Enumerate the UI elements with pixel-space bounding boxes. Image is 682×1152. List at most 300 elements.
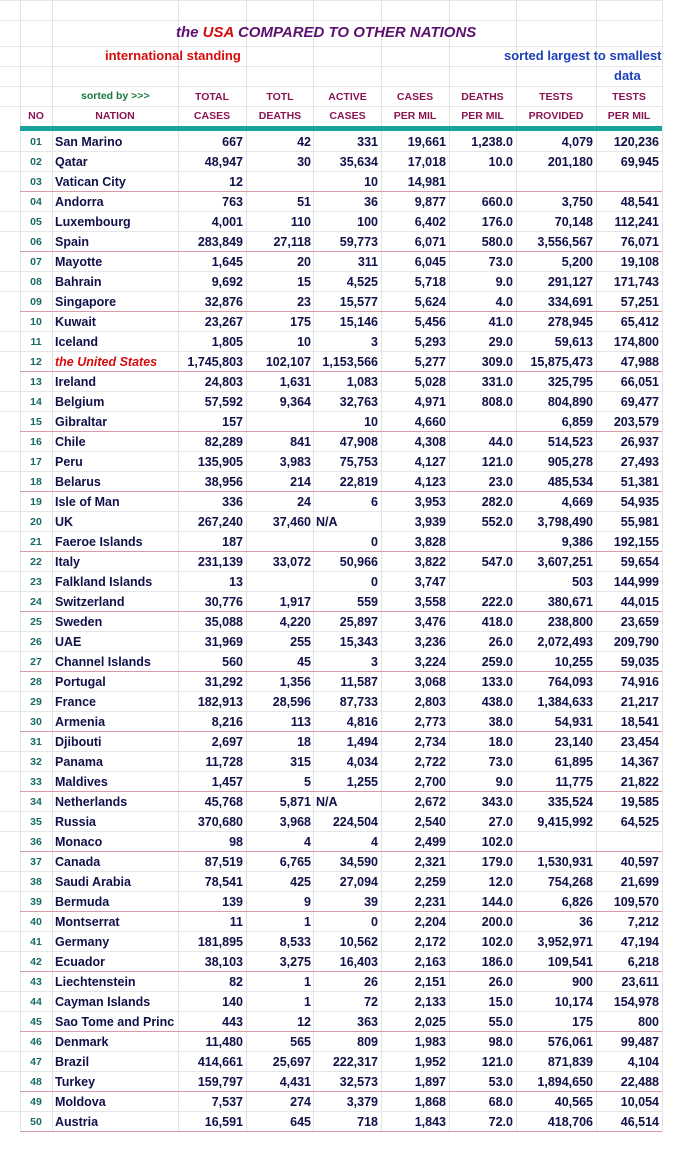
cell-total-cases: 8,216	[211, 715, 243, 729]
cell-cases-per-mil: 2,133	[414, 995, 446, 1009]
cell-deaths-per-mil: 9.0	[495, 275, 513, 289]
cell-tests-per-mil: 47,988	[620, 355, 659, 369]
grid-row-line	[0, 0, 662, 1]
cell-nation: Ecuador	[55, 955, 106, 969]
cell-active-cases: 87,733	[339, 695, 378, 709]
header-tests-provided: PROVIDED	[528, 110, 584, 122]
cell-no: 09	[30, 296, 42, 308]
cell-cases-per-mil: 3,953	[414, 495, 446, 509]
cell-nation: Ireland	[55, 375, 96, 389]
cell-cases-per-mil: 5,028	[414, 375, 446, 389]
grid-column-line	[596, 0, 597, 1132]
cell-no: 25	[30, 616, 42, 628]
cell-no: 12	[30, 356, 42, 368]
cell-nation: Montserrat	[55, 915, 120, 929]
cell-total-cases: 23,267	[204, 315, 243, 329]
cell-deaths-per-mil: 133.0	[481, 675, 513, 689]
header-total-deaths: DEATHS	[258, 110, 302, 122]
cell-total-deaths: 113	[290, 715, 311, 729]
cell-total-cases: 370,680	[197, 815, 243, 829]
cell-deaths-per-mil: 259.0	[481, 655, 513, 669]
cell-no: 39	[30, 896, 42, 908]
cell-tests-per-mil: 800	[638, 1015, 659, 1029]
cell-deaths-per-mil: 102.0	[481, 835, 513, 849]
cell-active-cases: 16,403	[339, 955, 378, 969]
cell-total-deaths: 1,356	[279, 675, 311, 689]
subtitle-left: international standing	[105, 48, 241, 63]
header-top-deaths-per-mil: DEATHS	[461, 91, 504, 103]
cell-active-cases: 39	[364, 895, 378, 909]
cell-nation: Brazil	[55, 1055, 90, 1069]
cell-total-cases: 38,103	[204, 955, 243, 969]
cell-active-cases: N/A	[316, 515, 338, 529]
cell-total-deaths: 1	[304, 915, 311, 929]
cell-total-cases: 11,728	[205, 755, 243, 769]
cell-tests-provided: 61,895	[554, 755, 593, 769]
cell-active-cases: 3,379	[346, 1095, 378, 1109]
cell-deaths-per-mil: 72.0	[488, 1115, 513, 1129]
cell-active-cases: 718	[357, 1115, 378, 1129]
cell-active-cases: 224,504	[332, 815, 378, 829]
cell-nation: Maldives	[55, 775, 108, 789]
cell-tests-provided: 4,669	[561, 495, 593, 509]
header-cases-per-mil: PER MIL	[393, 110, 437, 122]
cell-total-deaths: 25,697	[272, 1055, 311, 1069]
cell-deaths-per-mil: 808.0	[481, 395, 513, 409]
cell-total-cases: 24,803	[204, 375, 243, 389]
cell-no: 46	[30, 1036, 42, 1048]
cell-no: 21	[30, 536, 42, 548]
cell-total-cases: 13	[229, 575, 243, 589]
cell-deaths-per-mil: 186.0	[481, 955, 513, 969]
cell-no: 33	[30, 776, 42, 788]
cell-active-cases: N/A	[316, 795, 338, 809]
cell-total-cases: 283,849	[197, 235, 243, 249]
cell-deaths-per-mil: 176.0	[481, 215, 513, 229]
cell-total-deaths: 274	[290, 1095, 311, 1109]
cell-total-cases: 157	[222, 415, 243, 429]
cell-active-cases: 222,317	[332, 1055, 378, 1069]
cell-total-deaths: 4,431	[279, 1075, 311, 1089]
cell-nation: Spain	[55, 235, 90, 249]
cell-cases-per-mil: 3,068	[414, 675, 446, 689]
cell-active-cases: 10	[364, 175, 378, 189]
cell-tests-provided: 238,800	[547, 615, 593, 629]
header-top-total-deaths: TOTL	[266, 91, 294, 103]
cell-deaths-per-mil: 343.0	[481, 795, 513, 809]
cell-total-deaths: 30	[297, 155, 311, 169]
cell-active-cases: 0	[371, 575, 378, 589]
cell-no: 03	[30, 176, 42, 188]
cell-total-deaths: 9,364	[279, 395, 311, 409]
cell-tests-provided: 1,894,650	[537, 1075, 593, 1089]
cell-cases-per-mil: 4,660	[414, 415, 446, 429]
cell-total-deaths	[249, 572, 311, 592]
cell-deaths-per-mil: 102.0	[481, 935, 513, 949]
cell-tests-provided: 291,127	[547, 275, 593, 289]
cell-deaths-per-mil: 73.0	[488, 255, 513, 269]
cell-tests-provided: 9,415,992	[537, 815, 593, 829]
cell-tests-provided	[519, 172, 593, 192]
cell-tests-per-mil: 51,381	[620, 475, 659, 489]
cell-tests-per-mil: 4,104	[627, 1055, 659, 1069]
cell-active-cases: 47,908	[339, 435, 378, 449]
cell-tests-per-mil: 21,217	[620, 695, 659, 709]
cell-total-deaths: 15	[297, 275, 311, 289]
grid-column-line	[516, 0, 517, 1132]
cell-cases-per-mil: 1,952	[414, 1055, 446, 1069]
cell-cases-per-mil: 1,897	[414, 1075, 446, 1089]
cell-total-deaths: 110	[290, 215, 311, 229]
cell-nation: Italy	[55, 555, 81, 569]
cell-tests-provided: 201,180	[547, 155, 593, 169]
cell-no: 41	[30, 936, 42, 948]
cell-no: 45	[30, 1016, 42, 1028]
cell-total-cases: 9,692	[211, 275, 243, 289]
cell-active-cases: 0	[371, 915, 378, 929]
cell-total-cases: 1,805	[211, 335, 243, 349]
cell-cases-per-mil: 2,734	[414, 735, 446, 749]
header-tests-per-mil: PER MIL	[607, 110, 651, 122]
cell-total-deaths: 255	[290, 635, 311, 649]
cell-nation: Belgium	[55, 395, 105, 409]
cell-total-cases: 31,292	[204, 675, 243, 689]
cell-total-deaths: 5,871	[279, 795, 311, 809]
cell-cases-per-mil: 14,981	[407, 175, 446, 189]
cell-deaths-per-mil	[452, 172, 513, 192]
cell-total-deaths: 645	[290, 1115, 311, 1129]
grid-column-line	[313, 0, 314, 1132]
cell-tests-per-mil: 59,654	[620, 555, 659, 569]
cell-active-cases: 32,573	[339, 1075, 378, 1089]
cell-nation: France	[55, 695, 96, 709]
cell-nation: Bahrain	[55, 275, 102, 289]
cell-total-cases: 140	[222, 995, 243, 1009]
cell-deaths-per-mil: 282.0	[481, 495, 513, 509]
cell-total-deaths: 565	[290, 1035, 311, 1049]
cell-nation: Kuwait	[55, 315, 96, 329]
cell-no: 37	[30, 856, 42, 868]
cell-tests-per-mil: 174,800	[613, 335, 659, 349]
cell-cases-per-mil: 3,828	[414, 535, 446, 549]
cell-deaths-per-mil: 15.0	[488, 995, 513, 1009]
sorted-by-label: sorted by >>>	[81, 90, 150, 102]
cell-total-cases: 267,240	[197, 515, 243, 529]
cell-total-cases: 16,591	[204, 1115, 243, 1129]
cell-no: 47	[30, 1056, 42, 1068]
cell-no: 17	[30, 456, 42, 468]
cell-active-cases: 6	[371, 495, 378, 509]
cell-tests-provided: 380,671	[547, 595, 593, 609]
cell-tests-per-mil: 48,541	[620, 195, 659, 209]
cell-active-cases: 10	[364, 415, 378, 429]
cell-total-cases: 82,289	[204, 435, 243, 449]
cell-tests-provided: 9,386	[561, 535, 593, 549]
cell-deaths-per-mil: 73.0	[488, 755, 513, 769]
cell-tests-provided: 3,607,251	[537, 555, 593, 569]
cell-nation: Qatar	[55, 155, 88, 169]
cell-cases-per-mil: 17,018	[407, 155, 446, 169]
cell-tests-provided: 325,795	[547, 375, 593, 389]
cell-tests-provided: 334,691	[547, 295, 593, 309]
grid-column-line	[246, 0, 247, 1132]
cell-no: 16	[30, 436, 42, 448]
cell-active-cases: 100	[357, 215, 378, 229]
cell-total-cases: 87,519	[204, 855, 243, 869]
cell-cases-per-mil: 2,499	[414, 835, 446, 849]
cell-active-cases: 15,343	[339, 635, 378, 649]
cell-nation: Monaco	[55, 835, 103, 849]
cell-total-cases: 1,745,803	[187, 355, 243, 369]
cell-deaths-per-mil: 26.0	[488, 975, 513, 989]
cell-cases-per-mil: 1,868	[414, 1095, 446, 1109]
cell-total-cases: 336	[222, 495, 243, 509]
grid-row-line	[0, 20, 662, 21]
cell-tests-per-mil: 46,514	[620, 1115, 659, 1129]
cell-total-cases: 181,895	[197, 935, 243, 949]
cell-total-deaths: 28,596	[272, 695, 311, 709]
header-deaths-per-mil: PER MIL	[461, 110, 504, 122]
cell-active-cases: 4,034	[346, 755, 378, 769]
cell-tests-provided: 278,945	[547, 315, 593, 329]
cell-total-deaths: 9	[304, 895, 311, 909]
cell-deaths-per-mil: 660.0	[481, 195, 513, 209]
cell-total-deaths	[249, 532, 311, 552]
cell-total-cases: 12	[229, 175, 243, 189]
cell-tests-per-mil: 209,790	[613, 635, 659, 649]
cell-tests-provided: 804,890	[547, 395, 593, 409]
cell-total-deaths: 4,220	[279, 615, 311, 629]
cell-active-cases: 10,562	[339, 935, 378, 949]
cell-nation: Isle of Man	[55, 495, 120, 509]
cell-active-cases: 50,966	[339, 555, 378, 569]
cell-tests-provided	[519, 832, 593, 852]
cell-tests-provided: 3,556,567	[537, 235, 593, 249]
cell-no: 27	[30, 656, 42, 668]
cell-nation: Denmark	[55, 1035, 109, 1049]
cell-deaths-per-mil: 53.0	[488, 1075, 513, 1089]
cell-active-cases: 3	[371, 655, 378, 669]
cell-tests-provided: 10,255	[554, 655, 593, 669]
cell-tests-provided: 23,140	[554, 735, 593, 749]
cell-cases-per-mil: 4,308	[414, 435, 446, 449]
cell-nation: Gibraltar	[55, 415, 108, 429]
cell-cases-per-mil: 3,224	[414, 655, 446, 669]
cell-total-cases: 11	[229, 915, 243, 929]
cell-tests-per-mil: 10,054	[620, 1095, 659, 1109]
cell-total-cases: 98	[229, 835, 243, 849]
cell-tests-per-mil: 6,218	[627, 955, 659, 969]
cell-deaths-per-mil	[452, 572, 513, 592]
cell-active-cases: 809	[357, 1035, 378, 1049]
cell-active-cases: 4,525	[346, 275, 378, 289]
cell-deaths-per-mil: 18.0	[488, 735, 513, 749]
cell-tests-provided: 418,706	[547, 1115, 593, 1129]
cell-tests-provided: 335,524	[547, 795, 593, 809]
cell-cases-per-mil: 2,672	[414, 795, 446, 809]
cell-total-cases: 11,480	[205, 1035, 243, 1049]
cell-deaths-per-mil: 68.0	[488, 1095, 513, 1109]
cell-nation: Liechtenstein	[55, 975, 136, 989]
grid-row-line	[0, 46, 662, 47]
cell-no: 28	[30, 676, 42, 688]
cell-tests-provided: 10,174	[554, 995, 593, 1009]
header-top-tests-provided: TESTS	[539, 91, 573, 103]
cell-total-deaths: 6,765	[279, 855, 311, 869]
cell-no: 24	[30, 596, 42, 608]
cell-no: 38	[30, 876, 42, 888]
cell-tests-per-mil: 21,822	[620, 775, 659, 789]
cell-nation: Sweden	[55, 615, 103, 629]
cell-total-cases: 135,905	[197, 455, 243, 469]
cell-total-deaths: 841	[290, 435, 311, 449]
cell-active-cases: 22,819	[339, 475, 378, 489]
cell-no: 18	[30, 476, 42, 488]
cell-cases-per-mil: 2,773	[414, 715, 446, 729]
cell-deaths-per-mil: 179.0	[481, 855, 513, 869]
cell-active-cases: 15,146	[339, 315, 378, 329]
cell-no: 02	[30, 156, 42, 168]
cell-tests-provided: 3,750	[561, 195, 593, 209]
cell-cases-per-mil: 6,071	[414, 235, 446, 249]
cell-deaths-per-mil: 9.0	[495, 775, 513, 789]
cell-nation: Panama	[55, 755, 103, 769]
cell-nation: Netherlands	[55, 795, 128, 809]
cell-tests-per-mil: 66,051	[620, 375, 659, 389]
title-suffix: COMPARED TO OTHER NATIONS	[237, 24, 477, 41]
cell-nation: Armenia	[55, 715, 106, 729]
cell-deaths-per-mil: 200.0	[481, 915, 513, 929]
cell-active-cases: 363	[357, 1015, 378, 1029]
cell-deaths-per-mil: 41.0	[488, 315, 513, 329]
cell-nation: Peru	[55, 455, 83, 469]
cell-nation: Austria	[55, 1115, 99, 1129]
cell-cases-per-mil: 3,558	[414, 595, 446, 609]
grid-column-line	[52, 0, 53, 1132]
cell-tests-provided: 6,859	[561, 415, 593, 429]
cell-total-deaths: 51	[297, 195, 311, 209]
cell-cases-per-mil: 5,718	[414, 275, 446, 289]
cell-active-cases: 72	[364, 995, 378, 1009]
cell-nation: Chile	[55, 435, 86, 449]
cell-active-cases: 4	[371, 835, 378, 849]
cell-total-deaths: 42	[297, 135, 311, 149]
cell-no: 15	[30, 416, 42, 428]
cell-deaths-per-mil: 38.0	[488, 715, 513, 729]
cell-total-deaths: 33,072	[272, 555, 311, 569]
cell-tests-per-mil: 40,597	[620, 855, 659, 869]
page-title	[176, 24, 476, 41]
cell-nation: UAE	[55, 635, 82, 649]
cell-tests-per-mil: 203,579	[613, 415, 659, 429]
cell-deaths-per-mil: 98.0	[488, 1035, 513, 1049]
cell-no: 13	[30, 376, 42, 388]
cell-cases-per-mil: 2,025	[414, 1015, 446, 1029]
cell-deaths-per-mil: 27.0	[488, 815, 513, 829]
cell-deaths-per-mil: 1,238.0	[471, 135, 513, 149]
cell-active-cases: 59,773	[339, 235, 378, 249]
header-active-cases: CASES	[329, 110, 366, 122]
cell-no: 42	[30, 956, 42, 968]
cell-no: 49	[30, 1096, 42, 1108]
cell-total-deaths: 5	[304, 775, 311, 789]
cell-tests-provided: 109,541	[547, 955, 593, 969]
cell-cases-per-mil: 3,476	[414, 615, 446, 629]
cell-total-deaths: 1,631	[279, 375, 311, 389]
cell-total-deaths: 3,275	[279, 955, 311, 969]
cell-total-deaths: 1	[304, 975, 311, 989]
cell-total-deaths: 20	[297, 255, 311, 269]
cell-cases-per-mil: 2,163	[414, 955, 446, 969]
cell-cases-per-mil: 5,277	[414, 355, 446, 369]
cell-deaths-per-mil: 121.0	[481, 1055, 513, 1069]
cell-nation: the United States	[55, 355, 158, 369]
cell-total-deaths: 24	[297, 495, 311, 509]
cell-active-cases: 75,753	[339, 455, 378, 469]
cell-nation: Saudi Arabia	[55, 875, 131, 889]
cell-total-deaths: 45	[297, 655, 311, 669]
cell-tests-per-mil: 54,935	[620, 495, 659, 509]
cell-total-cases: 763	[222, 195, 243, 209]
cell-no: 19	[30, 496, 42, 508]
cell-total-deaths: 10	[297, 335, 311, 349]
cell-active-cases: 27,094	[339, 875, 378, 889]
cell-tests-per-mil: 144,999	[613, 575, 659, 589]
cell-nation: Andorra	[55, 195, 104, 209]
grid-column-line	[662, 0, 663, 1132]
header-top-cases-per-mil: CASES	[396, 91, 434, 103]
cell-nation: Channel Islands	[55, 655, 151, 669]
cell-nation: Bermuda	[55, 895, 110, 909]
cell-nation: Vatican City	[55, 175, 126, 189]
cell-no: 20	[30, 516, 42, 528]
cell-tests-provided: 3,952,971	[537, 935, 593, 949]
cell-total-cases: 159,797	[197, 1075, 243, 1089]
cell-nation: Cayman Islands	[55, 995, 151, 1009]
cell-tests-per-mil: 64,525	[620, 815, 659, 829]
cell-deaths-per-mil: 4.0	[495, 295, 513, 309]
cell-tests-provided: 514,523	[547, 435, 593, 449]
cell-tests-per-mil: 120,236	[613, 135, 659, 149]
cell-tests-per-mil: 112,241	[614, 215, 659, 229]
cell-tests-provided: 764,093	[547, 675, 593, 689]
cell-nation: Portugal	[55, 675, 106, 689]
cell-active-cases: 34,590	[339, 855, 378, 869]
cell-tests-per-mil: 44,015	[620, 595, 659, 609]
cell-tests-per-mil: 76,071	[620, 235, 659, 249]
cell-tests-per-mil: 7,212	[627, 915, 659, 929]
cell-active-cases: 26	[364, 975, 378, 989]
cell-no: 06	[30, 236, 42, 248]
cell-deaths-per-mil: 121.0	[481, 455, 513, 469]
cell-tests-per-mil: 55,981	[620, 515, 659, 529]
cell-tests-per-mil: 27,493	[620, 455, 659, 469]
cell-tests-provided: 54,931	[554, 715, 593, 729]
cell-tests-per-mil	[599, 172, 659, 192]
cell-active-cases: 1,494	[346, 735, 378, 749]
cell-no: 04	[30, 196, 42, 208]
cell-deaths-per-mil: 309.0	[481, 355, 513, 369]
cell-no: 35	[30, 816, 42, 828]
cell-tests-provided: 40,565	[554, 1095, 593, 1109]
cell-tests-per-mil: 99,487	[620, 1035, 659, 1049]
cell-total-deaths	[249, 412, 311, 432]
cell-total-cases: 443	[222, 1015, 243, 1029]
cell-no: 11	[30, 336, 42, 348]
cell-total-deaths: 214	[290, 475, 311, 489]
cell-tests-provided: 871,839	[547, 1055, 593, 1069]
cell-nation: Belarus	[55, 475, 101, 489]
